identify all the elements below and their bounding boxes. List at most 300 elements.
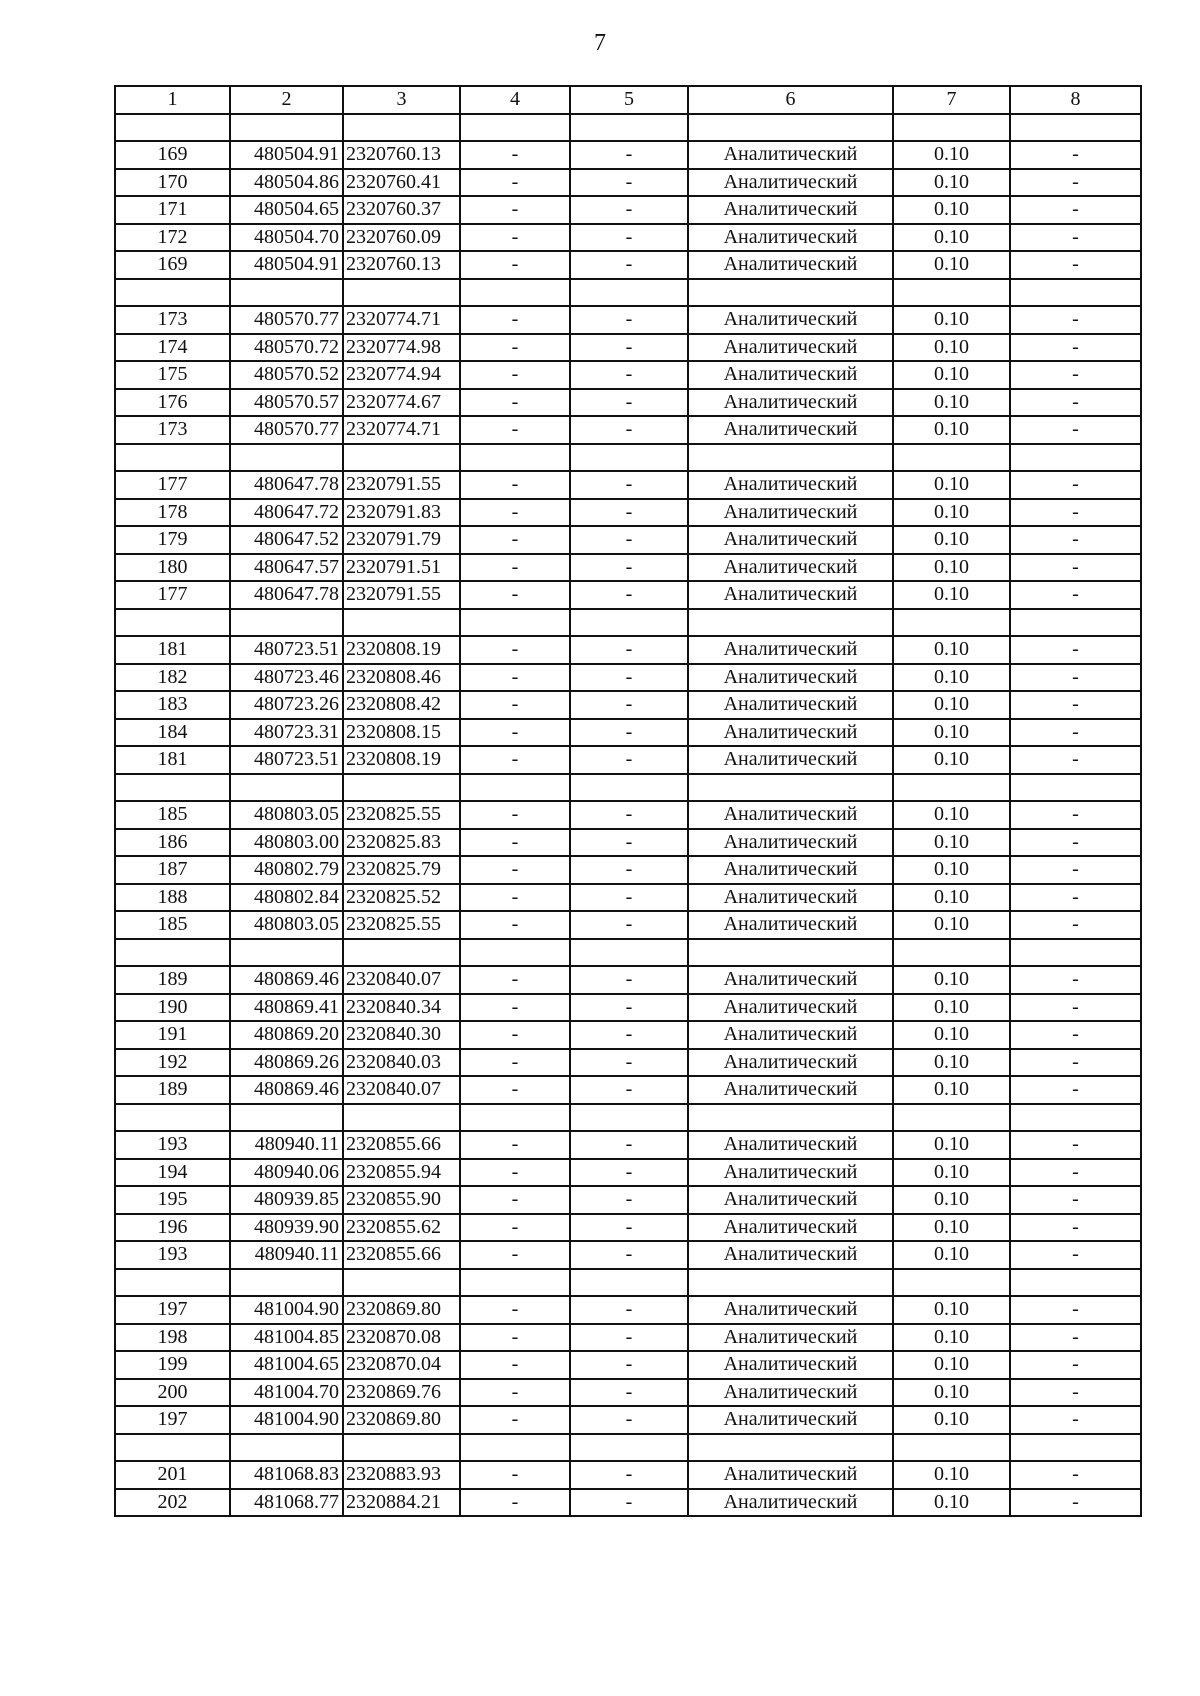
table-cell: 2320840.07 (343, 1076, 460, 1104)
table-cell: 2320869.76 (343, 1379, 460, 1407)
table-cell: 2320869.80 (343, 1296, 460, 1324)
table-cell: 480647.72 (230, 499, 343, 527)
table-cell: 2320774.94 (343, 361, 460, 389)
table-cell: - (570, 636, 688, 664)
table-cell: 0.10 (893, 361, 1010, 389)
table-cell: - (1010, 1379, 1141, 1407)
table-cell: 481004.90 (230, 1296, 343, 1324)
table-cell: - (460, 1131, 570, 1159)
table-cell: 0.10 (893, 581, 1010, 609)
table-cell: Аналитический (688, 224, 893, 252)
table-cell: 182 (115, 664, 230, 692)
table-row (115, 499, 1141, 527)
table-cell: - (460, 499, 570, 527)
table-cell: Аналитический (688, 829, 893, 857)
table-cell: 186 (115, 829, 230, 857)
table-cell: 480570.72 (230, 334, 343, 362)
empty-cell (343, 1104, 460, 1132)
table-cell: - (1010, 169, 1141, 197)
empty-cell (230, 279, 343, 307)
empty-cell (460, 114, 570, 142)
table-cell: Аналитический (688, 1296, 893, 1324)
table-cell: 480869.41 (230, 994, 343, 1022)
table-cell: Аналитический (688, 1489, 893, 1517)
table-cell: 480570.52 (230, 361, 343, 389)
table-cell: - (1010, 1296, 1141, 1324)
table-cell: 480939.90 (230, 1214, 343, 1242)
table-cell: 169 (115, 251, 230, 279)
empty-cell (115, 1104, 230, 1132)
table-cell: 2320808.46 (343, 664, 460, 692)
table-cell: 202 (115, 1489, 230, 1517)
table-cell: Аналитический (688, 1076, 893, 1104)
empty-cell (893, 114, 1010, 142)
table-cell: - (570, 1076, 688, 1104)
table-row (115, 1489, 1141, 1517)
page-number: 7 (594, 30, 606, 56)
table-cell: 2320840.34 (343, 994, 460, 1022)
table-cell: 0.10 (893, 554, 1010, 582)
table-cell: - (1010, 691, 1141, 719)
table-cell: 480803.05 (230, 911, 343, 939)
table-cell: 480869.26 (230, 1049, 343, 1077)
table-cell: 183 (115, 691, 230, 719)
table-row (115, 1461, 1141, 1489)
table-cell: 185 (115, 911, 230, 939)
table-cell: - (460, 224, 570, 252)
table-cell: - (1010, 994, 1141, 1022)
table-cell: - (1010, 499, 1141, 527)
table-cell: 480940.11 (230, 1241, 343, 1269)
table-cell: - (1010, 224, 1141, 252)
table-cell: - (570, 306, 688, 334)
table-cell: - (570, 1461, 688, 1489)
table-cell: 2320760.41 (343, 169, 460, 197)
table-cell: 170 (115, 169, 230, 197)
table-cell: 0.10 (893, 1489, 1010, 1517)
table-cell: - (460, 664, 570, 692)
table-cell: Аналитический (688, 746, 893, 774)
table-cell: 177 (115, 581, 230, 609)
separator-row (115, 774, 1141, 802)
table-cell: 480940.06 (230, 1159, 343, 1187)
coordinates-table (114, 85, 1142, 1517)
empty-cell (688, 939, 893, 967)
table-row (115, 581, 1141, 609)
table-cell: 199 (115, 1351, 230, 1379)
table-cell: Аналитический (688, 1379, 893, 1407)
table-cell: 0.10 (893, 966, 1010, 994)
empty-cell (1010, 939, 1141, 967)
table-cell: 2320760.13 (343, 141, 460, 169)
separator-row (115, 279, 1141, 307)
table-cell: 0.10 (893, 856, 1010, 884)
empty-cell (343, 609, 460, 637)
table-row (115, 1159, 1141, 1187)
table-cell: 480869.20 (230, 1021, 343, 1049)
table-cell: Аналитический (688, 719, 893, 747)
table-cell: - (460, 389, 570, 417)
table-cell: 480647.57 (230, 554, 343, 582)
table-cell: - (460, 1296, 570, 1324)
table-cell: 2320808.15 (343, 719, 460, 747)
table-cell: - (1010, 581, 1141, 609)
table-row (115, 1241, 1141, 1269)
table-cell: 2320774.67 (343, 389, 460, 417)
table-row (115, 664, 1141, 692)
table-cell: 194 (115, 1159, 230, 1187)
separator-row (115, 939, 1141, 967)
table-row (115, 884, 1141, 912)
empty-cell (688, 609, 893, 637)
table-cell: 0.10 (893, 746, 1010, 774)
table-cell: - (1010, 636, 1141, 664)
table-row (115, 801, 1141, 829)
table-row (115, 196, 1141, 224)
table-cell: - (460, 1379, 570, 1407)
table-cell: 0.10 (893, 664, 1010, 692)
table-cell: Аналитический (688, 1241, 893, 1269)
table-cell: 480504.91 (230, 251, 343, 279)
table-cell: 480723.31 (230, 719, 343, 747)
table-row (115, 361, 1141, 389)
table-row (115, 389, 1141, 417)
table-cell: 2320760.13 (343, 251, 460, 279)
table-cell: 480647.78 (230, 581, 343, 609)
table-cell: 480504.86 (230, 169, 343, 197)
table-row (115, 1406, 1141, 1434)
table-row (115, 334, 1141, 362)
table-cell: 480803.05 (230, 801, 343, 829)
table-cell: - (1010, 1214, 1141, 1242)
empty-cell (460, 609, 570, 637)
table-cell: 2320869.80 (343, 1406, 460, 1434)
table-cell: - (460, 691, 570, 719)
table-cell: 0.10 (893, 1049, 1010, 1077)
empty-cell (893, 279, 1010, 307)
empty-cell (115, 774, 230, 802)
table-cell: Аналитический (688, 581, 893, 609)
table-cell: - (570, 1489, 688, 1517)
table-cell: - (460, 829, 570, 857)
table-cell: - (1010, 746, 1141, 774)
table-cell: - (570, 251, 688, 279)
table-cell: - (460, 1049, 570, 1077)
table-cell: 197 (115, 1296, 230, 1324)
empty-cell (570, 1434, 688, 1462)
table-cell: - (570, 581, 688, 609)
table-cell: - (570, 966, 688, 994)
table-cell: - (570, 664, 688, 692)
table-cell: - (570, 1214, 688, 1242)
table-cell: Аналитический (688, 251, 893, 279)
table-cell: 179 (115, 526, 230, 554)
table-cell: 480647.52 (230, 526, 343, 554)
table-cell: 2320855.66 (343, 1131, 460, 1159)
table-cell: 190 (115, 994, 230, 1022)
empty-cell (115, 279, 230, 307)
table-cell: 2320825.79 (343, 856, 460, 884)
table-cell: 0.10 (893, 1241, 1010, 1269)
table-cell: - (460, 636, 570, 664)
table-cell: - (460, 1021, 570, 1049)
table-cell: - (1010, 526, 1141, 554)
empty-cell (343, 939, 460, 967)
table-cell: - (570, 1049, 688, 1077)
table-cell: 0.10 (893, 306, 1010, 334)
table-cell: 2320883.93 (343, 1461, 460, 1489)
table-row (115, 1214, 1141, 1242)
table-body (115, 86, 1141, 1516)
table-cell: 181 (115, 746, 230, 774)
table-row (115, 224, 1141, 252)
table-cell: 0.10 (893, 169, 1010, 197)
table-cell: 2320825.83 (343, 829, 460, 857)
table-row (115, 1076, 1141, 1104)
table-row (115, 1351, 1141, 1379)
empty-cell (1010, 1104, 1141, 1132)
table-row (115, 306, 1141, 334)
table-cell: 480504.65 (230, 196, 343, 224)
column-header: 8 (1010, 86, 1141, 114)
empty-cell (570, 939, 688, 967)
table-cell: 480723.51 (230, 746, 343, 774)
table-cell: - (1010, 554, 1141, 582)
table-cell: Аналитический (688, 856, 893, 884)
table-cell: - (570, 801, 688, 829)
table-cell: - (1010, 911, 1141, 939)
column-header: 1 (115, 86, 230, 114)
empty-cell (230, 609, 343, 637)
table-cell: Аналитический (688, 1131, 893, 1159)
table-cell: 0.10 (893, 1076, 1010, 1104)
separator-row (115, 1104, 1141, 1132)
table-cell: - (570, 224, 688, 252)
table-cell: 480504.70 (230, 224, 343, 252)
table-cell: 185 (115, 801, 230, 829)
table-cell: 0.10 (893, 719, 1010, 747)
table-cell: 2320791.83 (343, 499, 460, 527)
table-cell: 0.10 (893, 1351, 1010, 1379)
table-cell: 480723.26 (230, 691, 343, 719)
table-row (115, 1379, 1141, 1407)
table-cell: 187 (115, 856, 230, 884)
separator-row (115, 1269, 1141, 1297)
empty-cell (343, 774, 460, 802)
table-cell: 0.10 (893, 389, 1010, 417)
table-cell: Аналитический (688, 361, 893, 389)
table-cell: 0.10 (893, 526, 1010, 554)
table-cell: 0.10 (893, 1159, 1010, 1187)
empty-cell (688, 1104, 893, 1132)
empty-cell (1010, 1434, 1141, 1462)
table-cell: - (570, 1021, 688, 1049)
empty-cell (230, 444, 343, 472)
table-cell: Аналитический (688, 526, 893, 554)
table-cell: - (460, 1461, 570, 1489)
table-cell: Аналитический (688, 1461, 893, 1489)
table-cell: - (1010, 1131, 1141, 1159)
table-cell: - (570, 746, 688, 774)
table-cell: 2320774.98 (343, 334, 460, 362)
table-cell: Аналитический (688, 1351, 893, 1379)
table-row (115, 416, 1141, 444)
table-cell: - (1010, 884, 1141, 912)
table-cell: 0.10 (893, 829, 1010, 857)
empty-cell (343, 114, 460, 142)
table-cell: Аналитический (688, 636, 893, 664)
table-row (115, 554, 1141, 582)
empty-cell (893, 1434, 1010, 1462)
table-cell: 0.10 (893, 1296, 1010, 1324)
table-cell: - (460, 334, 570, 362)
table-cell: 2320825.52 (343, 884, 460, 912)
empty-cell (115, 1269, 230, 1297)
table-cell: Аналитический (688, 196, 893, 224)
table-cell: 0.10 (893, 691, 1010, 719)
table-cell: 0.10 (893, 251, 1010, 279)
table-cell: Аналитический (688, 1021, 893, 1049)
table-cell: - (570, 1324, 688, 1352)
table-cell: - (1010, 856, 1141, 884)
table-cell: 178 (115, 499, 230, 527)
table-cell: - (460, 251, 570, 279)
table-cell: - (1010, 801, 1141, 829)
table-cell: 171 (115, 196, 230, 224)
table-cell: - (460, 1351, 570, 1379)
table-cell: - (460, 581, 570, 609)
empty-cell (230, 1434, 343, 1462)
table-cell: - (460, 526, 570, 554)
table-cell: 481004.65 (230, 1351, 343, 1379)
table-cell: - (460, 141, 570, 169)
table-cell: Аналитический (688, 389, 893, 417)
empty-cell (115, 609, 230, 637)
table-cell: 2320808.19 (343, 746, 460, 774)
table-cell: 0.10 (893, 224, 1010, 252)
table-cell: 192 (115, 1049, 230, 1077)
table-cell: - (460, 966, 570, 994)
table-cell: - (570, 141, 688, 169)
table-cell: 0.10 (893, 1186, 1010, 1214)
table-row (115, 1131, 1141, 1159)
empty-cell (570, 1269, 688, 1297)
table-cell: - (570, 416, 688, 444)
table-row (115, 169, 1141, 197)
empty-cell (688, 1269, 893, 1297)
table-cell: 195 (115, 1186, 230, 1214)
table-cell: 188 (115, 884, 230, 912)
table-row (115, 966, 1141, 994)
table-cell: 480570.57 (230, 389, 343, 417)
table-row (115, 746, 1141, 774)
empty-cell (230, 1269, 343, 1297)
table-cell: 480723.46 (230, 664, 343, 692)
table-cell: 0.10 (893, 884, 1010, 912)
table-cell: - (1010, 1351, 1141, 1379)
table-cell: - (1010, 361, 1141, 389)
table-cell: Аналитический (688, 416, 893, 444)
table-cell: Аналитический (688, 1159, 893, 1187)
table-cell: 480869.46 (230, 1076, 343, 1104)
table-cell: 480869.46 (230, 966, 343, 994)
table-cell: 2320760.09 (343, 224, 460, 252)
table-cell: 176 (115, 389, 230, 417)
empty-cell (570, 444, 688, 472)
empty-cell (115, 939, 230, 967)
table-cell: 197 (115, 1406, 230, 1434)
table-cell: - (460, 306, 570, 334)
table-cell: - (460, 196, 570, 224)
table-cell: 0.10 (893, 1214, 1010, 1242)
table-cell: 0.10 (893, 911, 1010, 939)
table-cell: 180 (115, 554, 230, 582)
table-cell: - (570, 1131, 688, 1159)
table-cell: 481004.70 (230, 1379, 343, 1407)
table-cell: Аналитический (688, 1049, 893, 1077)
table-cell: 177 (115, 471, 230, 499)
empty-cell (460, 774, 570, 802)
table-cell: - (460, 911, 570, 939)
table-cell: 2320808.19 (343, 636, 460, 664)
empty-cell (893, 609, 1010, 637)
table-cell: Аналитический (688, 306, 893, 334)
table-cell: 189 (115, 966, 230, 994)
empty-cell (460, 444, 570, 472)
column-header: 3 (343, 86, 460, 114)
empty-cell (343, 279, 460, 307)
empty-cell (893, 444, 1010, 472)
table-cell: 0.10 (893, 1131, 1010, 1159)
empty-cell (343, 1269, 460, 1297)
table-cell: - (460, 719, 570, 747)
table-cell: - (1010, 1241, 1141, 1269)
empty-cell (688, 114, 893, 142)
empty-cell (343, 1434, 460, 1462)
table-cell: Аналитический (688, 169, 893, 197)
table-cell: 2320870.08 (343, 1324, 460, 1352)
empty-cell (115, 444, 230, 472)
table-cell: - (570, 1241, 688, 1269)
table-cell: 0.10 (893, 994, 1010, 1022)
table-cell: - (460, 746, 570, 774)
table-cell: 480803.00 (230, 829, 343, 857)
table-cell: - (460, 1186, 570, 1214)
table-cell: Аналитический (688, 884, 893, 912)
table-cell: - (1010, 389, 1141, 417)
table-cell: 480802.84 (230, 884, 343, 912)
table-cell: 480940.11 (230, 1131, 343, 1159)
separator-row (115, 609, 1141, 637)
table-cell: - (570, 361, 688, 389)
table-cell: - (570, 829, 688, 857)
table-cell: - (460, 416, 570, 444)
empty-cell (570, 279, 688, 307)
empty-cell (893, 774, 1010, 802)
table-cell: - (1010, 1406, 1141, 1434)
table-row (115, 829, 1141, 857)
table-cell: - (570, 719, 688, 747)
table-cell: 2320791.79 (343, 526, 460, 554)
table-cell: - (460, 361, 570, 389)
table-cell: - (460, 856, 570, 884)
table-cell: - (1010, 196, 1141, 224)
empty-cell (1010, 1269, 1141, 1297)
table-cell: 2320884.21 (343, 1489, 460, 1517)
table-cell: - (1010, 664, 1141, 692)
table-cell: - (460, 884, 570, 912)
table-cell: - (570, 856, 688, 884)
